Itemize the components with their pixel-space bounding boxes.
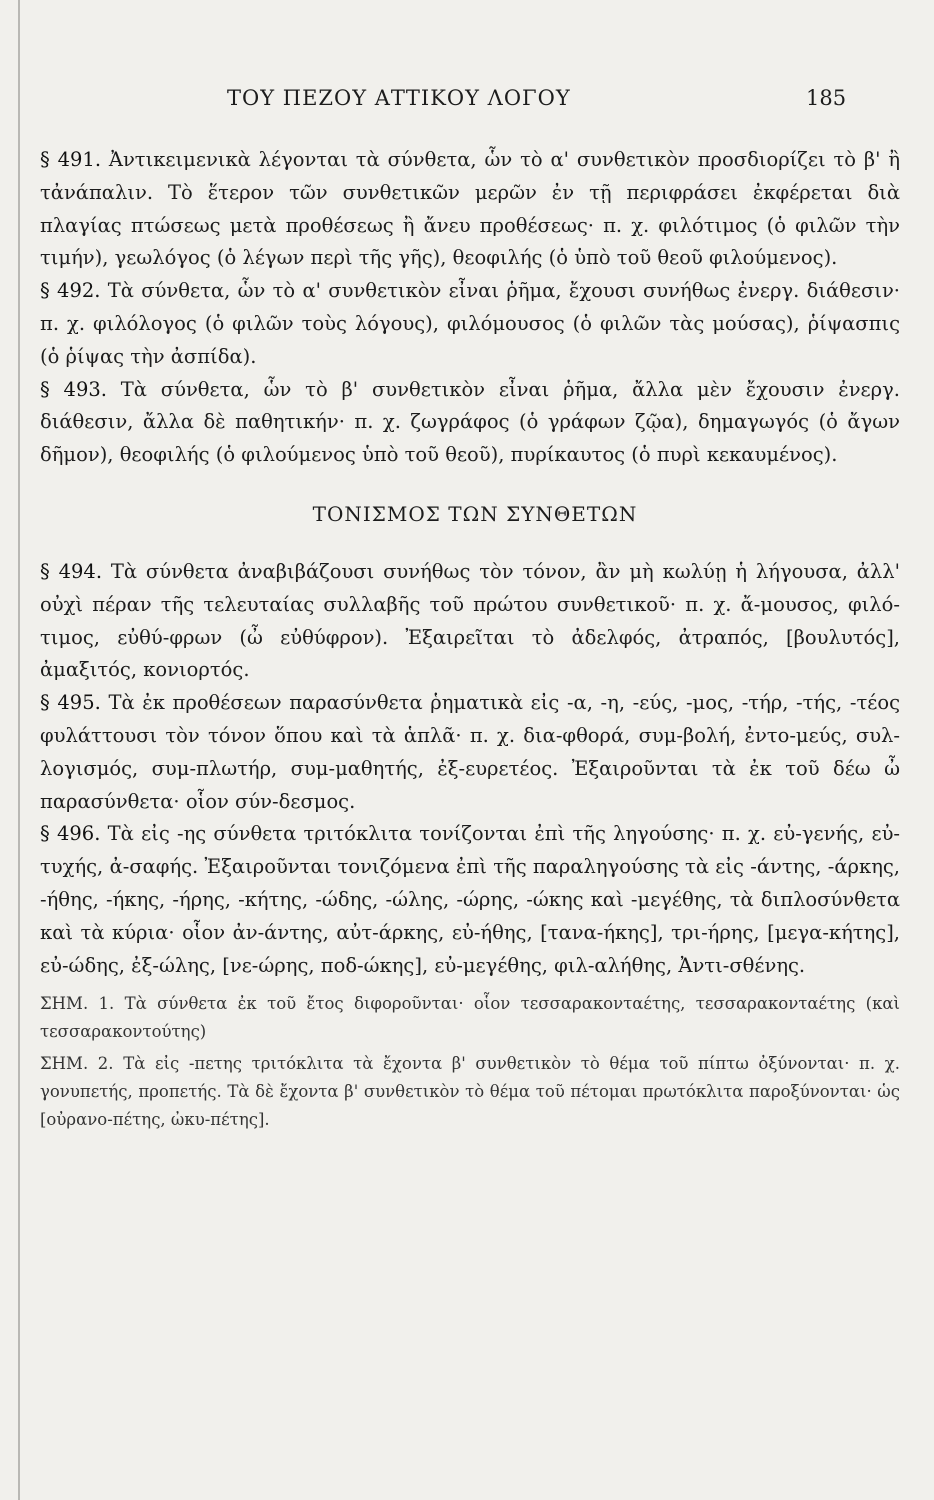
header-title: ΤΟΥ ΠΕΖΟΥ ΑΤΤΙΚΟΥ ΛΟΓΟΥ (227, 86, 571, 110)
section-number: § 494. (40, 559, 103, 583)
page-number: 185 (806, 86, 847, 110)
page-edge-line (18, 0, 20, 1500)
note-2 (40, 1050, 900, 1134)
note-label: ΣΗΜ. 2. (40, 1054, 114, 1074)
section-number: § 495. (40, 691, 101, 715)
note-text: Τὰ σύνθετα ἐκ τοῦ ἔτος διφοροῦνται· οἷον τεσσαρακονταέτης, τεσσαρακονταέτης (καὶ τεσσαρακοντούτης) (40, 994, 901, 1042)
running-header (0, 86, 934, 120)
section-text: Τὰ εἰς -ης σύνθετα τριτόκλιτα τονίζονται ἐπὶ τῆς ληγούσης· π. χ. εὐ-γενής, εὐ-τυχής, ἀ-σαφής. Ἐξαιροῦνται τονιζόμενα ἐπὶ τῆς παραληγούσης τὰ εἰς -άντης, -άρκης, -ήθης, -ήκης, -ήρης, -κήτης, -ώδης, -ώλης, -ώρης, -ώκης καὶ -μεγέθης, τὰ διπλοσύνθετα καὶ τὰ κύρια· οἷον ἀν-άντης, αὐτ-άρκης, εὐ-ήθης, [τανα-ήκης], τρι-ήρης, [μεγα-κήτης], εὐ-ώδης, ἐξ-ώλης, [νε-ώρης, ποδ-ώκης], εὐ-μεγέθης, φιλ-αλήθης, Ἀντι-σθένης. (40, 822, 901, 977)
section-number: § 493. (40, 377, 107, 401)
section-495 (40, 687, 900, 818)
section-text: Τὰ ἐκ προθέσεων παρασύνθετα ῥηματικὰ εἰς -α, -η, -εύς, -μος, -τήρ, -τής, -τέος φυλάττουσι τὸν τόνον ὅπου καὶ τὰ ἁπλᾶ· π. χ. δια-φθορά, συμ-βολή, ἐντο-μεύς, συλ-λογισμός, συμ-πλωτήρ, συμ-μαθητής, ἐξ-ευρετέος. Ἐξαιροῦνται τὰ ἐκ τοῦ δέω ὦ παρασύνθετα· οἷον σύν-δεσμος. (40, 691, 901, 813)
section-493 (40, 374, 900, 472)
subheading: ΤΟΝΙΣΜΟΣ ΤΩΝ ΣΥΝΘΕΤΩΝ (312, 501, 638, 526)
section-text: Τὰ σύνθετα, ὧν τὸ β' συνθετικὸν εἶναι ῥῆμα, ἄλλα μὲν ἔχουσιν ἐνεργ. διάθεσιν, ἄλλα δὲ παθητικήν· π. χ. ζωγράφος (ὁ γράφων ζῷα), δημαγωγός (ὁ ἄγων δῆμον), θεοφιλής (ὁ φιλούμενος ὑπὸ τοῦ θεοῦ), πυρίκαυτος (ὁ πυρὶ κεκαυμένος). (40, 377, 900, 467)
section-text: Τὰ σύνθετα ἀναβιβάζουσι συνήθως τὸν τόνον, ἂν μὴ κωλύῃ ἡ λήγουσα, ἀλλ' οὐχὶ πέραν τῆς τελευταίας συλλαβῆς τοῦ πρώτου συνθετικοῦ· π. χ. ἄ-μουσος, φιλό-τιμος, εὐθύ-φρων (ὦ εὐθύφρον). Ἐξαιρεῖται τὸ ἀδελφός, ἀτραπός, [βουλυτός], ἀμαξιτός, κονιορτός. (40, 559, 900, 682)
page-body (40, 144, 900, 1138)
section-492 (40, 275, 900, 373)
note-label: ΣΗΜ. 1. (40, 994, 115, 1014)
section-494 (40, 556, 900, 687)
note-1 (40, 990, 900, 1046)
section-text: Ἀντικειμενικὰ λέγονται τὰ σύνθετα, ὧν τὸ α' συνθετικὸν προσδιορίζει τὸ β' ἢ τἀνάπαλιν. Τὸ ἕτερον τῶν συνθετικῶν μερῶν ἐν τῇ περιφράσει ἐκφέρεται διὰ πλαγίας πτώσεως μετὰ προθέσεως ἢ ἄνευ προθέσεως· π. χ. φιλότιμος (ὁ φιλῶν τὴν τιμήν), γεωλόγος (ὁ λέγων περὶ τῆς γῆς), θεοφιλής (ὁ ὑπὸ τοῦ θεοῦ φιλούμενος). (40, 148, 900, 270)
section-number: § 492. (40, 279, 101, 303)
note-text: Τὰ εἰς -πετης τριτόκλιτα τὰ ἔχοντα β' συνθετικὸν τὸ θέμα τοῦ πίπτω ὀξύνονται· π. χ. γονυπετής, προπετής. Τὰ δὲ ἔχοντα β' συνθετικὸν τὸ θέμα τοῦ πέτομαι πρωτόκλιτα παροξύνονται· ὡς [οὐρανο-πέτης, ὠκυ-πέτης]. (40, 1054, 901, 1130)
section-number: § 496. (40, 822, 101, 846)
section-text: Τὰ σύνθετα, ὧν τὸ α' συνθετικὸν εἶναι ῥῆμα, ἔχουσι συνήθως ἐνεργ. διάθεσιν· π. χ. φιλόλογος (ὁ φιλῶν τοὺς λόγους), φιλόμουσος (ὁ φιλῶν τὰς μούσας), ῥίψασπις (ὁ ῥίψας τὴν ἀσπίδα). (40, 279, 900, 368)
section-number: § 491. (40, 148, 102, 171)
notes (40, 990, 900, 1134)
section-496 (40, 818, 900, 982)
section-491 (40, 144, 900, 275)
